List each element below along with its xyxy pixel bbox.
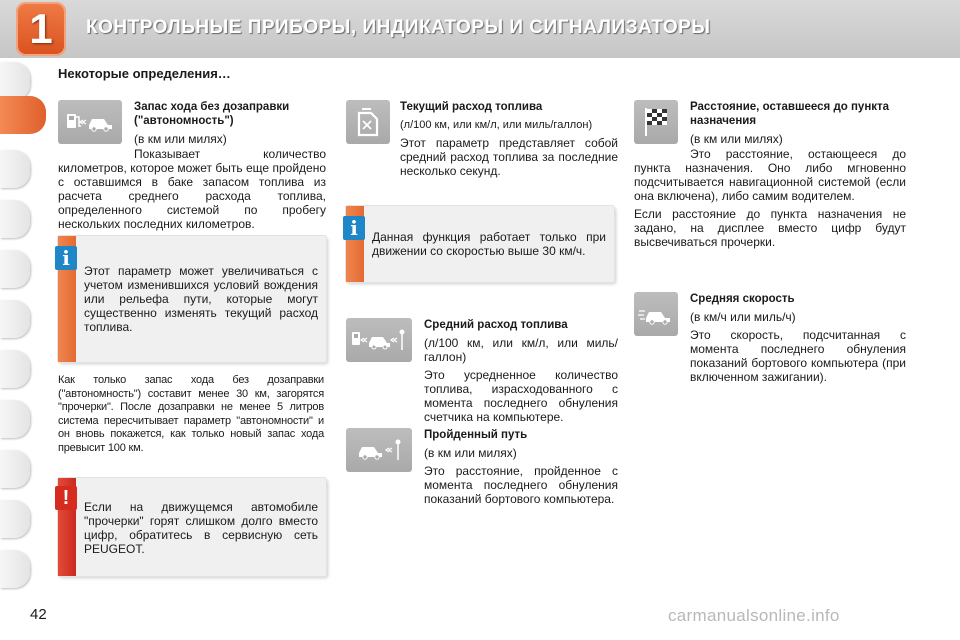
autonomy-body bbox=[58, 147, 326, 231]
side-chapter-tabs bbox=[0, 62, 48, 582]
speed-car-icon bbox=[634, 292, 678, 336]
autonomy-title: Запас хода без дозаправки ("автономность") bbox=[134, 101, 290, 127]
current-consumption-units: (л/100 км, или км/л, или миль/галлон) bbox=[400, 119, 593, 131]
fuel-pump-car-flag-icon bbox=[346, 318, 412, 362]
destination-body bbox=[634, 147, 906, 249]
side-tab[interactable] bbox=[0, 300, 30, 338]
average-consumption-text: Это усредненное количество топлива, израсходованного с момента последнего обнуления счетчика на компьютере. bbox=[424, 368, 618, 424]
destination-header bbox=[690, 100, 906, 146]
destination-units: (в км или милях) bbox=[690, 132, 783, 146]
fuel-can-icon bbox=[346, 100, 390, 144]
distance-travelled-units: (в км или милях) bbox=[424, 446, 517, 460]
current-consumption-text: Этот параметр представляет собой средний расход топлива за последние несколько секунд. bbox=[400, 136, 618, 178]
distance-travelled-text: Это расстояние, пройденное с момента последнего обнуления показаний бортового компьютера. bbox=[424, 464, 618, 506]
autonomy-dashes-note: Как только запас хода без дозаправки ("автономность") составит менее 30 км, загорятся "прочерки". После дозаправки не менее 5 литров система пересчитывает параметр "автономности" и он вновь покажется, как только новый запас хода превысит 100 км. bbox=[58, 374, 324, 454]
info-note-left-text: Этот параметр может увеличиваться с учетом изменившихся условий вождения или рельефа пути, которые могут существенно изменять текущий расход топлива. bbox=[84, 264, 318, 334]
warning-icon: ! bbox=[55, 486, 77, 510]
average-speed-text: Это скорость, подсчитанная с момента последнего обнуления показаний бортового компьютера (при включенном зажигании). bbox=[690, 328, 906, 384]
destination-text-1: Это расстояние, остающееся до пункта назначения. Оно либо мгновенно подсчитывается навигационной системой (если она включена), либо самим водителем. bbox=[634, 147, 906, 203]
side-tab[interactable] bbox=[0, 62, 30, 100]
side-tab[interactable] bbox=[0, 350, 30, 388]
chapter-tab[interactable] bbox=[16, 2, 66, 56]
average-speed-title: Средняя скорость bbox=[690, 293, 795, 305]
side-tab[interactable] bbox=[0, 500, 30, 538]
info-icon: i bbox=[55, 246, 77, 270]
destination-text-2: Если расстояние до пункта назначения не задано, на дисплее вместо цифр будут высвечиваться прочерки. bbox=[634, 207, 906, 249]
checkered-flag-icon bbox=[634, 100, 678, 144]
average-consumption-units: (л/100 км, или км/л, или миль/галлон) bbox=[424, 336, 618, 364]
info-icon: i bbox=[343, 216, 365, 240]
current-consumption-title: Текущий расход топлива bbox=[400, 101, 543, 113]
fuel-pump-car-icon bbox=[58, 100, 122, 144]
chapter-number: 1 bbox=[29, 5, 53, 52]
side-tab[interactable] bbox=[0, 250, 30, 288]
section-heading: Некоторые определения… bbox=[58, 66, 231, 81]
side-tab[interactable] bbox=[0, 550, 30, 588]
header-bar bbox=[0, 0, 960, 58]
average-speed-block bbox=[690, 292, 906, 384]
average-speed-units: (в км/ч или миль/ч) bbox=[690, 310, 796, 324]
side-tab[interactable] bbox=[0, 450, 30, 488]
info-note-middle-text: Данная функция работает только при движении со скоростью выше 30 км/ч. bbox=[372, 230, 606, 258]
info-note-left bbox=[58, 236, 326, 362]
destination-title: Расстояние, оставшееся до пункта назначения bbox=[690, 101, 890, 127]
side-tab[interactable] bbox=[0, 400, 30, 438]
car-flag-icon bbox=[346, 428, 412, 472]
autonomy-text: Показывает количество километров, которое может быть еще пройдено с оставшимся в баке запасом топлива из расчета среднего расхода топлива, определенного системой по пробегу нескольких последних километров. bbox=[58, 147, 326, 231]
distance-travelled-block bbox=[424, 428, 618, 506]
warning-note-text: Если на движущемся автомобиле "прочерки" горят слишком долго вместо цифр, обратитесь в сервисную сеть PEUGEOT. bbox=[84, 500, 318, 556]
side-tab-active[interactable] bbox=[0, 96, 46, 134]
watermark: carmanualsonline.info bbox=[668, 606, 840, 625]
average-consumption-block bbox=[424, 318, 618, 424]
side-tab[interactable] bbox=[0, 150, 30, 188]
autonomy-units: (в км или милях) bbox=[134, 132, 227, 146]
distance-travelled-title: Пройденный путь bbox=[424, 429, 528, 441]
page-title: КОНТРОЛЬНЫЕ ПРИБОРЫ, ИНДИКАТОРЫ И СИГНАЛИЗАТОРЫ bbox=[86, 17, 711, 38]
current-consumption-block bbox=[400, 100, 618, 178]
warning-note bbox=[58, 478, 326, 576]
page-number: 42 bbox=[30, 606, 47, 623]
side-tab[interactable] bbox=[0, 200, 30, 238]
info-note-middle bbox=[346, 206, 614, 282]
autonomy-header bbox=[134, 100, 326, 146]
average-consumption-title: Средний расход топлива bbox=[424, 319, 568, 331]
